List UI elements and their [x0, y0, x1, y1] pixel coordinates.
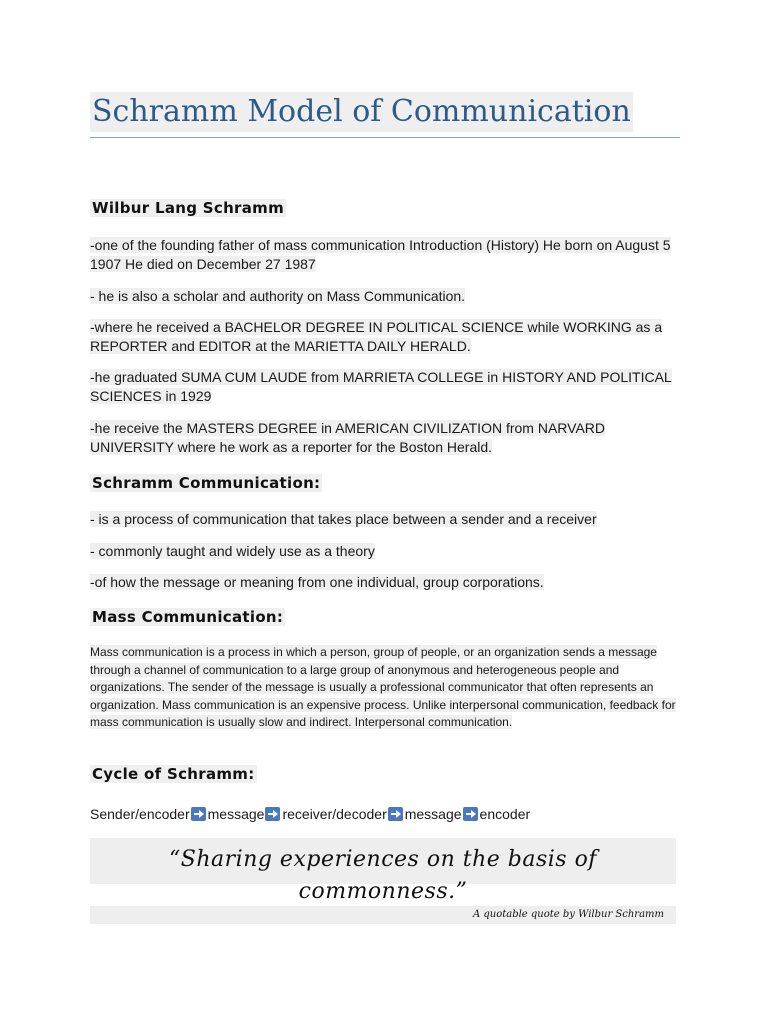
- heading-mass-communication: Mass Communication:: [92, 608, 284, 626]
- heading-schramm-communication: Schramm Communication:: [92, 474, 321, 492]
- cycle-step-receiver: receiver/decoder: [282, 806, 387, 822]
- right-arrow-icon: [388, 807, 403, 821]
- cycle-step-message: message: [207, 806, 265, 822]
- paragraph-schramm-1: - is a process of communication that takes place between a sender and a receiver: [90, 511, 597, 527]
- cycle-step-encoder: encoder: [479, 806, 531, 822]
- cycle-step-message-2: message: [404, 806, 462, 822]
- paragraph-wilbur-4: -he graduated SUMA CUM LAUDE from MARRIETA COLLEGE in HISTORY AND POLITICAL SCIENCES in 1929: [90, 369, 672, 404]
- right-arrow-icon: [463, 807, 478, 821]
- page-title: Schramm Model of Communication: [90, 92, 633, 132]
- paragraph-mass-communication: Mass communication is a process in which a person, group of people, or an organization sends a message through a channel of communication to a large group of anonymous and heterogeneous people and organizations. The sender of the message is usually a professional communicator that often represents an organization. Mass communication is an expensive process. Unlike interpersonal communication, feedback for mass communication is usually slow and indirect. Interpersonal communication.: [90, 645, 676, 729]
- paragraph-wilbur-2: - he is also a scholar and authority on Mass Communication.: [90, 288, 466, 304]
- quote-text: “Sharing experiences on the basis of commonness.”: [169, 847, 597, 904]
- heading-wilbur: [90, 197, 286, 219]
- paragraph-schramm-2: - commonly taught and widely use as a theory: [90, 543, 375, 559]
- heading-wilbur-text: Wilbur Lang Schramm: [92, 199, 285, 217]
- paragraph-schramm-3: -of how the message or meaning from one individual, group corporations.: [90, 574, 544, 590]
- paragraph-wilbur-3: -where he received a BACHELOR DEGREE IN POLITICAL SCIENCE while WORKING as a REPORTER and EDITOR at the MARIETTA DAILY HERALD.: [90, 319, 663, 354]
- quote-box: [90, 838, 676, 904]
- cycle-sequence: [90, 804, 530, 824]
- right-arrow-icon: [265, 807, 280, 821]
- quote-attribution: A quotable quote by Wilbur Schramm: [472, 909, 664, 920]
- title-underline: [90, 137, 680, 138]
- quote-attribution-box: [90, 906, 676, 924]
- paragraph-wilbur-5: -he receive the MASTERS DEGREE in AMERICAN CIVILIZATION from NARVARD UNIVERSITY where he work as a reporter for the Boston Herald.: [90, 420, 606, 455]
- cycle-step-sender: Sender/encoder: [90, 806, 190, 822]
- paragraph-wilbur-1: -one of the founding father of mass communication Introduction (History) He born on August 5 1907 He died on December 27 1987: [90, 237, 671, 272]
- heading-cycle: Cycle of Schramm:: [92, 765, 255, 783]
- right-arrow-icon: [191, 807, 206, 821]
